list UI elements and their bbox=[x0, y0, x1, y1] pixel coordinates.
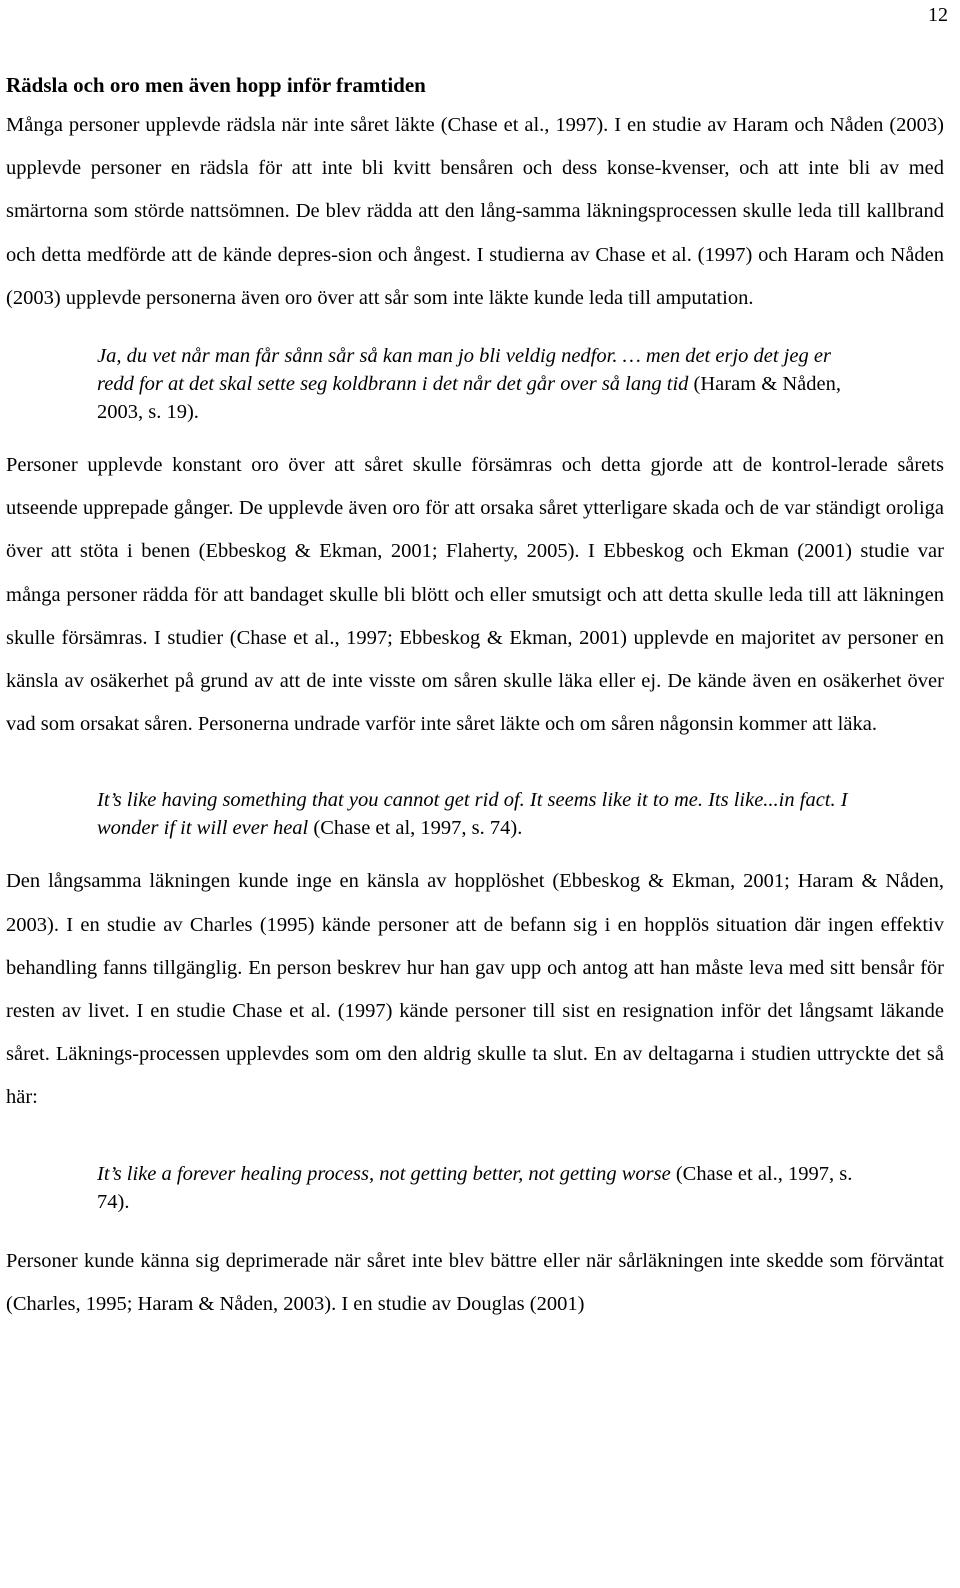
body-paragraph-4: Personer kunde känna sig deprimerade när såret inte blev bättre eller när sårläkningen inte skedde som förväntat (Charles, 1995; Haram & Nåden, 2003). I en studie av Douglas (2001) bbox=[6, 1249, 944, 1315]
block-quote-1 bbox=[97, 342, 857, 426]
quote-text: It’s like having something that you cannot get rid of. It seems like it to me. Its like...in fact. I wonder if it will ever heal bbox=[97, 789, 848, 840]
quote-text: Ja, du vet når man får sånn sår så kan man jo bli veldig nedfor. … men det erjo det jeg er redd for at det skal sette seg koldbrann i det når det går over så lang tid bbox=[97, 345, 831, 396]
body-paragraph-3: Den långsamma läkningen kunde inge en känsla av hopplöshet (Ebbeskog & Ekman, 2001; Haram & Nåden, 2003). I en studie av Charles (1995) kände personer att de befann sig i en hopplös situation där ingen effektiv behandling fanns tillgänglig. En person beskrev hur han gav upp och antog att han måste leva med sitt bensår för resten av livet. I en studie Chase et al. (1997) kände personer till sist en resignation inför det långsamt läkande såret. Läknings-processen upplevdes som om den aldrig skulle ta slut. En av deltagarna i studien uttryckte det så här: bbox=[6, 870, 944, 1109]
body-paragraph-1: Många personer upplevde rädsla när inte såret läkte (Chase et al., 1997). I en studie av Haram och Nåden (2003) upplevde personer en rädsla för att inte bli kvitt bensåren och dess konse-kvenser, och att inte bli av med smärtorna som störde nattsömnen. De blev rädda att den lång-samma läkningsprocessen skulle leda till kallbrand och detta medförde att de kände depres-sion och ångest. I studierna av Chase et al. (1997) och Haram och Nåden (2003) upplevde personerna även oro över att sår som inte läkte kunde leda till amputation. bbox=[6, 114, 944, 309]
quote-text: It’s like a forever healing process, not getting better, not getting worse bbox=[97, 1162, 671, 1185]
section-heading: Rädsla och oro men även hopp inför framtiden bbox=[6, 73, 426, 97]
block-quote-2 bbox=[97, 786, 857, 842]
block-quote-3 bbox=[97, 1160, 857, 1216]
quote-citation: (Chase et al, 1997, s. 74). bbox=[308, 817, 523, 840]
page-number: 12 bbox=[928, 4, 948, 26]
body-paragraph-2: Personer upplevde konstant oro över att såret skulle försämras och detta gjorde att de kontrol-lerade sårets utseende upprepade gånger. De upplevde även oro för att orsaka såret ytterligare skada och de var ständigt oroliga över att stöta i benen (Ebbeskog & Ekman, 2001; Flaherty, 2005). I Ebbeskog och Ekman (2001) studie var många personer rädda för att bandaget skulle bli blött och eller smutsigt och att detta skulle leda till att läkningen skulle försämras. I studier (Chase et al., 1997; Ebbeskog & Ekman, 2001) upplevde en majoritet av personer en känsla av osäkerhet på grund av att de inte visste om såren skulle läka eller ej. De kände även en osäkerhet över vad som orsakat såren. Personerna undrade varför inte såret läkte och om såren någonsin kommer att läka. bbox=[6, 454, 944, 736]
quote-citation: (Haram & Nåden, 2003, s. 19). bbox=[97, 373, 841, 424]
quote-citation: (Chase et al., 1997, s. 74). bbox=[97, 1162, 853, 1213]
page-content bbox=[6, 70, 944, 1326]
